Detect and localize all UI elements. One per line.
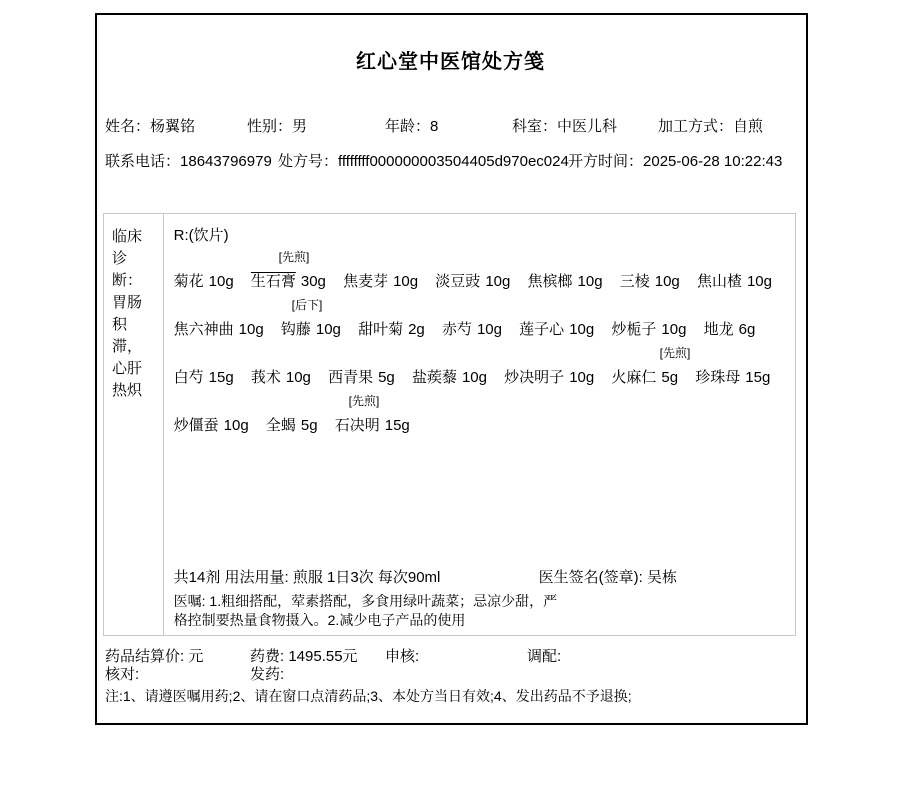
gender-value: 男 — [292, 118, 308, 135]
department-value: 中医儿科 — [557, 118, 618, 135]
decoction-tag: [后下] — [291, 298, 323, 312]
herb-qty: 5g — [661, 369, 679, 386]
phone-label: 联系电话： — [105, 153, 181, 170]
herb-name: 焦六神曲 — [173, 321, 234, 338]
herb-name: 炒僵蚕 — [173, 417, 219, 434]
age-field — [385, 115, 438, 136]
herb-name: 全蝎 — [265, 417, 296, 434]
herb-name: 盐蒺藜 — [411, 369, 457, 386]
check-label: 核对: — [105, 666, 140, 683]
herb-item — [343, 267, 418, 296]
herb-name: 焦麦芽 — [343, 273, 389, 290]
prescription-no-field — [278, 150, 569, 171]
prepare-label: 调配: — [527, 648, 562, 665]
herb-qty: 15g — [208, 369, 234, 386]
herb-item — [174, 411, 249, 440]
herb-name: 焦槟榔 — [527, 273, 573, 290]
herb-item — [358, 315, 425, 344]
herb-item — [704, 315, 756, 344]
herb-qty: 10g — [476, 321, 502, 338]
decoction-tag: [先煎] — [278, 250, 310, 264]
herb-name: 西青果 — [328, 369, 374, 386]
prescription-time-field — [568, 150, 782, 171]
dispense-label: 发药: — [250, 666, 285, 683]
herb-item — [695, 363, 770, 392]
medical-advice: 医嘱: 1.粗细搭配，荤素搭配，多食用绿叶蔬菜；忌凉少甜，严格控制要热量食物摄入。2.减少电子产品的使用 — [173, 593, 558, 628]
herb-item — [174, 267, 234, 296]
herb-qty: 10g — [461, 369, 487, 386]
herb-name: 淡豆豉 — [435, 273, 481, 290]
prescription-no-label: 处方号： — [278, 153, 339, 170]
decoction-tag: [先煎] — [659, 346, 691, 360]
patient-name-value: 杨翼铭 — [150, 118, 196, 135]
herb-name: 三棱 — [619, 273, 650, 290]
department-field — [512, 115, 617, 136]
herb-name: 火麻仁 — [611, 369, 657, 386]
herb-qty: 2g — [408, 321, 425, 338]
herb-item — [442, 315, 502, 344]
herb-qty: 15g — [745, 369, 771, 386]
herb-item — [697, 267, 772, 296]
department-label: 科室： — [512, 118, 558, 135]
herb-qty: 15g — [384, 417, 410, 434]
herb-qty: 6g — [738, 321, 756, 338]
herb-name: 莪术 — [250, 369, 281, 386]
herb-name: 珍珠母 — [695, 369, 741, 386]
herb-qty: 5g — [378, 369, 395, 386]
doctor-signature: 医生签名(签章): 吴栋 — [538, 569, 677, 586]
herb-name: 钩藤 — [280, 321, 311, 338]
herb-qty: 10g — [485, 273, 511, 290]
herb-line — [174, 344, 785, 392]
gender-field — [247, 115, 307, 136]
herb-name: 炒栀子 — [611, 321, 657, 338]
herb-list-column — [164, 214, 795, 635]
herb-item — [281, 315, 341, 344]
herb-item — [504, 363, 594, 392]
prescription-box — [103, 213, 796, 636]
page-title: 红心堂中医馆处方笺 — [356, 51, 545, 74]
clinical-diagnosis — [104, 214, 164, 635]
herb-qty: 10g — [577, 273, 603, 290]
herb-item — [519, 315, 594, 344]
herb-line — [174, 392, 785, 440]
herb-name: 赤芍 — [441, 321, 472, 338]
herb-qty: 30g — [300, 273, 326, 290]
herb-name: 焦山楂 — [696, 273, 742, 290]
processing-method-field — [658, 115, 763, 136]
medicine-fee: 药费: 1495.55元 — [250, 648, 358, 665]
processing-method-label: 加工方式： — [658, 118, 734, 135]
herb-item — [412, 363, 487, 392]
patient-name-label: 姓名： — [105, 118, 151, 135]
decoction-tag: [先煎] — [348, 394, 380, 408]
rx-header: R:(饮片) — [173, 227, 229, 244]
herb-name: 菊花 — [173, 273, 204, 290]
herb-qty: 10g — [569, 321, 595, 338]
processing-method-value: 自煎 — [733, 118, 764, 135]
herb-item — [611, 315, 686, 344]
prescription-time-label: 开方时间： — [568, 153, 644, 170]
herb-item — [528, 267, 603, 296]
prescription-no-value: ffffffff000000003504405d970ec024 — [338, 153, 569, 170]
herb-qty: 10g — [746, 273, 772, 290]
herb-item — [174, 315, 264, 344]
herb-qty: 10g — [223, 417, 249, 434]
phone-field — [105, 150, 272, 171]
herb-qty: 10g — [238, 321, 264, 338]
herb-qty: 10g — [208, 273, 234, 290]
herb-qty: 10g — [315, 321, 341, 338]
age-value: 8 — [430, 118, 439, 135]
herb-name: 石决明 — [334, 417, 380, 434]
herb-item — [328, 363, 395, 392]
herb-name: 莲子心 — [519, 321, 565, 338]
herb-item — [620, 267, 680, 296]
herb-name: 甜叶菊 — [358, 321, 404, 338]
age-label: 年龄： — [385, 118, 431, 135]
herb-item — [435, 267, 510, 296]
diagnosis-text: 胃肠积滞，心肝热炽 — [112, 294, 143, 399]
herb-line — [174, 248, 785, 296]
herb-qty: 10g — [654, 273, 680, 290]
phone-value: 18643796979 — [180, 153, 272, 170]
prescription-time-value: 2025-06-28 10:22:43 — [643, 153, 783, 170]
footer-note: 注:1、请遵医嘱用药;2、请在窗口点清药品;3、本处方当日有效;4、发出药品不予退换; — [105, 688, 632, 704]
herb-name: 白芍 — [173, 369, 204, 386]
patient-name-field — [105, 115, 195, 136]
usage-instructions: 共14剂 用法用量: 煎服 1日3次 每次90ml — [173, 569, 441, 586]
herb-item — [611, 363, 678, 392]
herb-name: 炒决明子 — [504, 369, 565, 386]
herb-name: 生石膏 — [250, 273, 296, 290]
herb-qty: 10g — [661, 321, 687, 338]
herb-qty: 10g — [285, 369, 311, 386]
review-label: 申核: — [385, 648, 420, 665]
herb-item — [266, 411, 318, 440]
gender-label: 性别： — [247, 118, 293, 135]
settlement-price-label: 药品结算价: 元 — [105, 648, 204, 665]
herb-item — [251, 363, 311, 392]
herb-line — [174, 296, 785, 344]
diagnosis-label: 临床诊断： — [112, 228, 143, 289]
herb-item — [174, 363, 234, 392]
herb-item — [335, 411, 410, 440]
herb-qty: 10g — [393, 273, 419, 290]
herb-name: 地龙 — [703, 321, 734, 338]
herb-qty: 10g — [569, 369, 595, 386]
herb-qty: 5g — [300, 417, 318, 434]
herb-item — [251, 267, 326, 296]
